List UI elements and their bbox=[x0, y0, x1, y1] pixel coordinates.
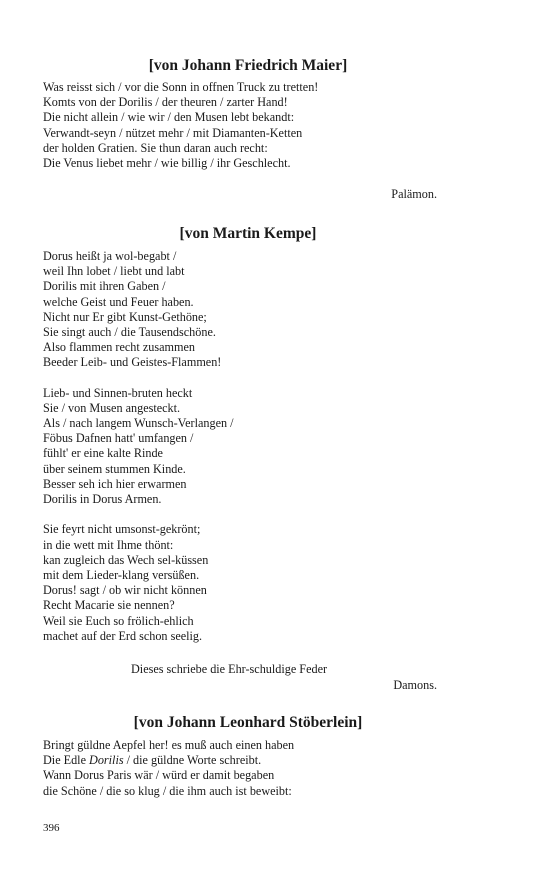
poem-line: welche Geist und Feuer haben. bbox=[43, 294, 194, 309]
section-heading-stoeberlein: [von Johann Leonhard Stöberlein] bbox=[133, 714, 363, 731]
poem-line: die Schöne / die so klug / die ihm auch ist beweibt: bbox=[43, 783, 292, 798]
poem-line: über seinem stummen Kinde. bbox=[43, 461, 186, 476]
poem-line: Lieb- und Sinnen-bruten heckt bbox=[43, 385, 193, 400]
page-number: 396 bbox=[43, 822, 60, 834]
poem-line: Beeder Leib- und Geistes-Flammen! bbox=[43, 355, 222, 370]
poem-line: Recht Macarie sie nennen? bbox=[43, 598, 175, 613]
section-heading-kempe: [von Martin Kempe] bbox=[179, 225, 317, 242]
poem-maier bbox=[43, 80, 318, 171]
poem-line: Dorilis in Dorus Armen. bbox=[43, 492, 162, 506]
poem-line-part: Die Edle bbox=[43, 753, 90, 768]
poem-line: Komts von der Dorilis / der theuren / zarter Hand! bbox=[43, 95, 288, 110]
poem-line: Die Venus liebet mehr / wie billig / ihr Geschlecht. bbox=[43, 155, 291, 170]
poem-stoeberlein bbox=[43, 738, 294, 799]
poem-line: Also flammen recht zusammen bbox=[43, 340, 195, 355]
poem-line bbox=[43, 753, 294, 768]
poem-line: Nicht nur Er gibt Kunst-Gethöne; bbox=[43, 309, 207, 324]
poem-line: Weil sie Euch so frölich-ehlich bbox=[43, 613, 194, 628]
poem-line: Dorus! sagt / ob wir nicht können bbox=[43, 583, 207, 598]
poem-line: Sie feyrt nicht umsonst-gekrönt; bbox=[43, 522, 201, 537]
poem-line: Bringt güldne Aepfel her! es muß auch einen haben bbox=[43, 738, 295, 752]
poem-line: Föbus Dafnen hatt' umfangen / bbox=[43, 431, 194, 446]
poem-line: Verwandt-seyn / nützet mehr / mit Diamanten-Ketten bbox=[43, 125, 303, 140]
signature-dedication: Dieses schriebe die Ehr-schuldige Feder bbox=[131, 662, 328, 676]
poem-line: Die nicht allein / wie wir / den Musen lebt bekandt: bbox=[43, 110, 295, 125]
poem-line: in die wett mit Ihme thönt: bbox=[43, 537, 174, 552]
poem-line: Sie / von Musen angesteckt. bbox=[43, 400, 181, 415]
poem-line: Dorus heißt ja wol-begabt / bbox=[43, 249, 177, 263]
poem-kempe bbox=[43, 249, 234, 644]
poem-line: der holden Gratien. Sie thun daran auch recht: bbox=[43, 140, 268, 155]
poem-line: Dorilis mit ihren Gaben / bbox=[43, 279, 166, 294]
poem-line: Als / nach langem Wunsch-Verlangen / bbox=[43, 416, 234, 431]
poem-line: fühlt' er eine kalte Rinde bbox=[43, 446, 163, 461]
poem-line: Sie singt auch / die Tausendschöne. bbox=[43, 324, 216, 339]
section-heading-maier: [von Johann Friedrich Maier] bbox=[148, 57, 348, 74]
poem-line: Besser seh ich hier erwarmen bbox=[43, 476, 187, 491]
poem-line: weil Ihn lobet / liebt und labt bbox=[43, 264, 185, 279]
stanza-gap bbox=[43, 371, 234, 386]
poem-line: Wann Dorus Paris wär / würd er damit begaben bbox=[43, 768, 275, 783]
poem-line: mit dem Lieder-klang versüßen. bbox=[43, 567, 200, 582]
poem-line-italic-name: Dorilis bbox=[89, 753, 124, 768]
stanza-gap bbox=[43, 507, 234, 522]
poem-line: kan zugleich das Wech sel-küssen bbox=[43, 552, 209, 567]
signature-palamon: Palämon. bbox=[391, 187, 437, 201]
poem-line: Was reisst sich / vor die Sonn in offnen Truck zu tretten! bbox=[43, 80, 319, 94]
signature-damons: Damons. bbox=[393, 678, 437, 692]
book-page bbox=[43, 0, 453, 880]
poem-line-part: / die güldne Worte schreibt. bbox=[123, 753, 262, 768]
poem-line: machet auf der Erd schon seelig. bbox=[43, 628, 203, 643]
